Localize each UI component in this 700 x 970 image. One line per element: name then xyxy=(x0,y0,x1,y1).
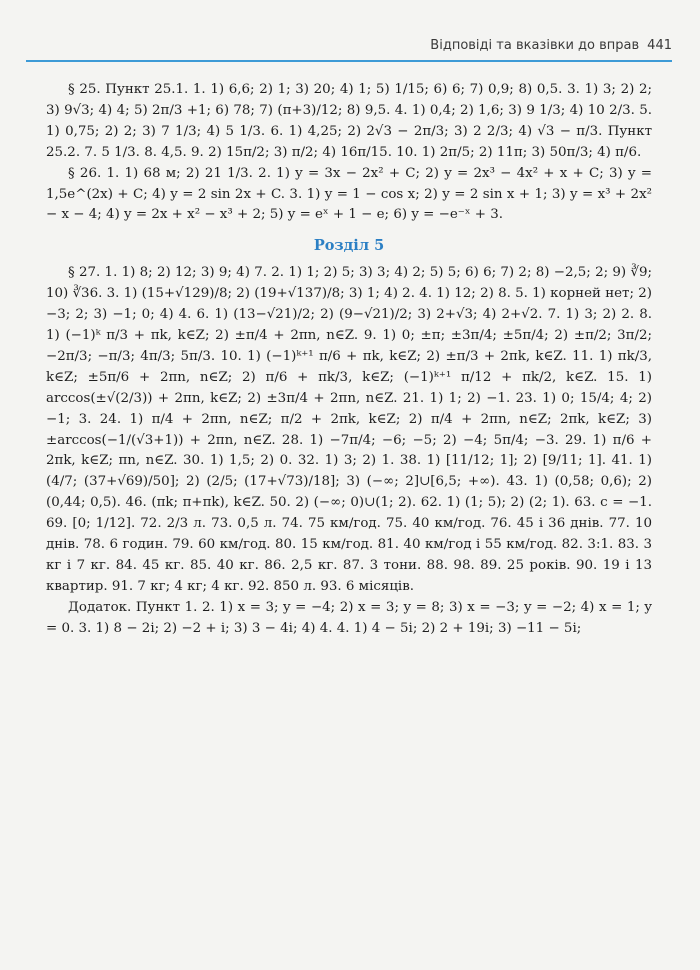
page-header xyxy=(0,0,700,66)
running-title: Відповіді та вказівки до вправ xyxy=(430,38,640,53)
section-26-answers: § 26. 1. 1) 68 м; 2) 21 1/3. 2. 1) y = 3x − 2x² + C; 2) y = 2x³ − 4x² + x + C; 3) y = 1,5e^(2x) + C; 4) y = 2 sin 2x + C. 3. 1) y = 1 − cos x; 2) y = 2 sin x + 1; 3) y = x³ + 2x² − x − 4; 4) y = 2x + x² − x³ + 2; 5) y = eˣ + 1 − e; 6) y = −e⁻ˣ + 3. xyxy=(46,165,652,223)
section-27-answers: § 27. 1. 1) 8; 2) 12; 3) 9; 4) 7. 2. 1) 1; 2) 5; 3) 3; 4) 2; 5) 5; 6) 6; 7) 2; 8) −2,5; 2; 9) ∛9; 10) ∛36. 3. 1) (15+√129)/8; 2) (19+√137)/8; 3) 1; 4) 2. 4. 1) 12; 2) 8. 5. 1) корней нет; 2) −3; 2; 3) −1; 0; 4) 4. 6. 1) (13−√21)/2; 2) (9−√21)/2; 3) 2+√3; 4) 2+√2. 7. 1) 3; 2) 2. 8. 1) (−1)ᵏ π/3 + πk, k∈Z; 2) ±π/4 + 2πn, n∈Z. 9. 1) 0; ±π; ±3π/4; ±5π/4; 2) ±π/2; 3π/2; −2π/3; −π/3; 4π/3; 5π/3. 10. 1) (−1)ᵏ⁺¹ π/6 + πk, k∈Z; 2) ±π/3 + 2πk, k∈Z. 11. 1) πk/3, k∈Z; ±5π/6 + 2πn, n∈Z; 2) π/6 + πk/3, k∈Z; (−1)ᵏ⁺¹ π/12 + πk/2, k∈Z. 15. 1) arccos(±√(2/3)) + 2πn, k∈Z; 2) ±3π/4 + 2πn, n∈Z. 21. 1) 1; 2) −1. 23. 1) 0; 15/4; 4; 2) −1; 3. 24. 1) π/4 + 2πn, n∈Z; π/2 + 2πk, k∈Z; 2) π/4 + 2πn, n∈Z; 2πk, k∈Z; 3) ±arccos(−1/(√3+1)) + 2πn, n∈Z. 28. 1) −7π/4; −6; −5; 2) −4; 5π/4; −3. 29. 1) π/6 + 2πk, k∈Z; πn, n∈Z. 30. 1) 1,5; 2) 0. 32. 1) 3; 2) 1. 38. 1) [11/12; 1]; 2) [9/11; 1]. 41. 1) (4/7; (37+√69)/50]; 2) (2/5; (17+√73)/18]; 3) (−∞; 2]∪[6,5; +∞). 43. 1) (0,58; 0,6); 2) (0,44; 0,5). 46. (πk; π+πk), k∈Z. 50. 2) (−∞; 0)∪(1; 2). 62. 1) (1; 5); 2) (2; 1). 63. c = −1. 69. [0; 1/12]. 72. 2/3 л. 73. 0,5 л. 74. 75 км/год. 75. 40 км/год. 76. 45 і 36 днів. 77. 10 днів. 78. 6 годин. 79. 60 км/год. 80. 15 км/год. 81. 40 км/год і 55 км/год. 82. 3:1. 83. 3 кг і 7 кг. 84. 45 кг. 85. 40 кг. 86. 2,5 кг. 87. 3 тони. 88. 98. 89. 25 років. 90. 19 і 13 квартир. 91. 7 кг; 4 кг; 4 кг. 92. 850 л. 93. 6 місяців. xyxy=(46,265,652,594)
page-number: 441 xyxy=(647,38,672,53)
appendix-answers: Додаток. Пункт 1. 2. 1) x = 3; y = −4; 2) x = 3; y = 8; 3) x = −3; y = −2; 4) x = 1; y = 0. 3. 1) 8 − 2i; 2) −2 + i; 3) 3 − 4i; 4) 4. 4. 1) 4 − 5i; 2) 2 + 19i; 3) −11 − 5i; xyxy=(46,599,652,636)
chapter-title: Розділ 5 xyxy=(313,237,385,255)
running-head xyxy=(430,38,672,53)
header-rule xyxy=(26,60,672,62)
section-25-answers: § 25. Пункт 25.1. 1. 1) 6,6; 2) 1; 3) 20; 4) 1; 5) 1/15; 6) 6; 7) 0,9; 8) 0,5. 3. 1) 3; 2) 2; 3) 9√3; 4) 4; 5) 2π/3 +1; 6) 78; 7) (π+3)/12; 8) 9,5. 4. 1) 0,4; 2) 1,6; 3) 9 1/3; 4) 10 2/3. 5. 1) 0,75; 2) 2; 3) 7 1/3; 4) 5 1/3. 6. 1) 4,25; 2) 2√3 − 2π/3; 3) 2 2/3; 4) √3 − π/3. Пункт 25.2. 7. 5 1/3. 8. 4,5. 9. 2) 15π/2; 3) π/2; 4) 16π/15. 10. 1) 2π/5; 2) 11π; 3) 50π/3; 4) π/6. xyxy=(46,82,652,160)
answers-text xyxy=(46,80,652,640)
